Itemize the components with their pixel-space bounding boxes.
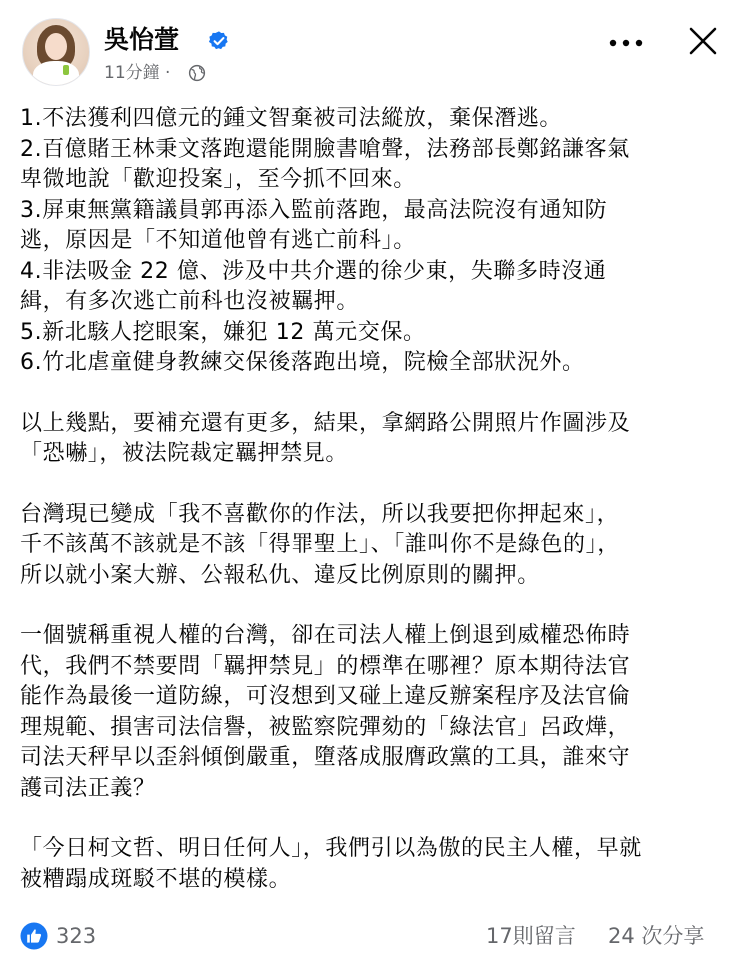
post-text-line: 6.竹北虐童健身教練交保後落跑出境，院檢全部狀況外。 [20,350,585,375]
post-paragraph-2 [20,409,724,470]
post-text-line: 逃，原因是「不知道他曾有逃亡前科」。 [20,228,416,253]
post-text-line: 「今日柯文哲、明日任何人」，我們引以為傲的民主人權，早就 [20,836,642,861]
globe-icon[interactable] [188,64,206,82]
post-text-line: 「恐嚇」，被法院裁定羈押禁見。 [20,441,349,466]
post-text-line: 以上幾點，要補充還有更多，結果，拿網路公開照片作圖涉及 [20,410,631,436]
post-paragraph-1 [20,104,724,379]
post-footer [20,920,720,954]
comment-count[interactable]: 17則留言 [486,924,576,948]
post-text-line: 2.百億賭王林秉文落跑還能開臉書嗆聲，法務部長鄭銘謙客氣 [20,136,630,162]
close-icon[interactable] [686,24,720,58]
post-text-line: 3.屏東無黨籍議員郭再添入監前落跑，最高法院沒有通知防 [20,197,608,223]
post-text-line: 5.新北駭人挖眼案，嫌犯 12 萬元交保。 [20,319,426,345]
avatar-shirt [33,61,79,86]
post-text-line: 台灣現已變成「我不喜歡你的作法，所以我要把你押起來」， [20,501,620,527]
post-text-line: 千不該萬不該就是不該「得罪聖上」、「誰叫你不是綠色的」， [20,532,620,557]
post-paragraph-3 [20,500,724,592]
post-body [20,104,724,895]
verified-badge-icon [208,30,230,52]
post-text-line: 理規範、損害司法信譽，被監察院彈劾的「綠法官」呂政燁， [20,714,631,740]
post-paragraph-4 [20,621,724,804]
post-timestamp[interactable]: 11分鐘 · [104,63,171,83]
like-count[interactable]: 323 [56,924,97,948]
post-text-line: 代，我們不禁要問「羈押禁見」的標準在哪裡？原本期待法官 [20,653,631,679]
avatar-face [45,33,67,60]
post-text-line: 護司法正義？ [20,775,156,801]
author-name[interactable]: 吳怡萱 [104,25,180,54]
like-icon[interactable] [20,922,48,950]
avatar[interactable] [22,18,90,86]
post-text-line: 1.不法獲利四億元的鍾文智棄被司法縱放，棄保潛逃。 [20,106,562,131]
post-paragraph-5 [20,834,724,895]
post-text-line: 卑微地說「歡迎投案」，至今抓不回來。 [20,167,416,192]
post-text-line: 所以就小案大辦、公報私仇、違反比例原則的關押。 [20,562,540,588]
share-count[interactable]: 24 次分享 [608,924,705,948]
post-text-line: 緝，有多次逃亡前科也沒被羈押。 [20,289,360,314]
post-text-line: 司法天秤早以歪斜傾倒嚴重，墮落成服膺政黨的工具，誰來守 [20,745,631,770]
post-text-line: 4.非法吸金 22 億、涉及中共介選的徐少東，失聯多時沒通 [20,258,607,284]
post-text-line: 能作為最後一道防線，可沒想到又碰上違反辦案程序及法官倫 [20,684,631,709]
more-options-icon[interactable] [607,32,645,54]
post-text-line: 被糟蹋成斑駁不堪的模樣。 [20,866,292,892]
post-header [22,18,722,88]
post-text-line: 一個號稱重視人權的台灣，卻在司法人權上倒退到威權恐佈時 [20,623,631,648]
avatar-pin [63,65,69,75]
